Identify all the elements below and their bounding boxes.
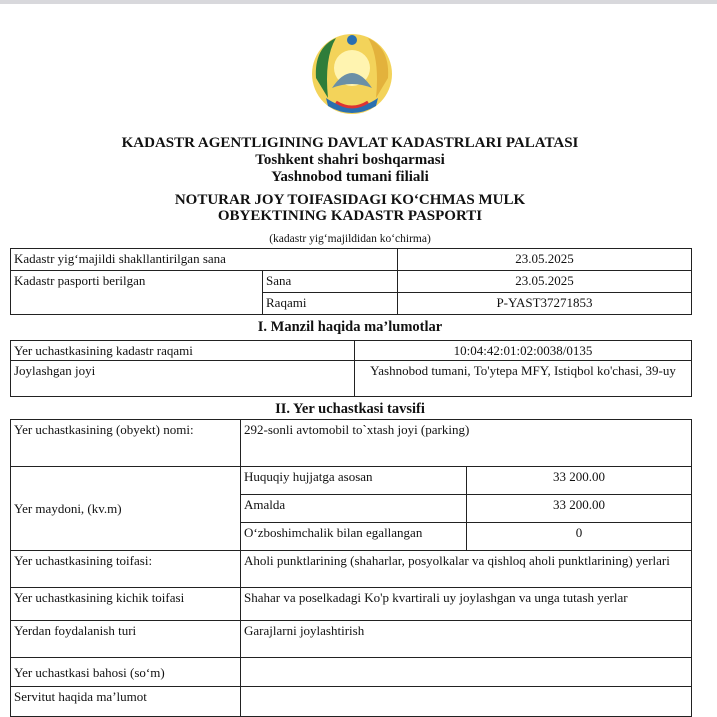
passport-table <box>10 248 692 315</box>
object-name-value: 292-sonli avtomobil to`xtash joyi (parking) <box>241 420 692 467</box>
address-table <box>10 340 692 397</box>
object-name-label: Yer uchastkasining (obyekt) nomi: <box>11 420 241 467</box>
category-value: Aholi punktlarining (shaharlar, posyolkalar va qishloq aholi punktlarining) yerlari <box>241 551 692 588</box>
usage-value: Garajlarni joylashtirish <box>241 621 692 658</box>
agency-title: KADASTR AGENTLIGINING DAVLAT KADASTRLARI PALATASI <box>121 135 579 151</box>
passport-number-value: P-YAST37271853 <box>398 293 692 315</box>
top-bar <box>0 0 717 4</box>
area-legal-value: 33 200.00 <box>467 467 692 495</box>
document-title-line1: NOTURAR JOY TOIFASIDAGI KO‘CHMAS MULK <box>174 192 526 208</box>
area-legal-label: Huquqiy hujjatga asosan <box>241 467 467 495</box>
area-label: Yer maydoni, (kv.m) <box>11 467 241 551</box>
section1-title: I. Manzil haqida ma’lumotlar <box>257 319 443 335</box>
issued-label: Kadastr pasporti berilgan <box>11 271 263 315</box>
district-branch: Yashnobod tumani filiali <box>271 169 429 185</box>
cadastral-number-value: 10:04:42:01:02:0038/0135 <box>355 341 692 361</box>
price-value <box>241 658 692 687</box>
formed-date-label: Kadastr yig‘majildi shakllantirilgan sana <box>11 249 398 271</box>
document-title-line2: OBYEKTINING KADASTR PASPORTI <box>217 208 483 224</box>
land-description-table <box>10 419 692 717</box>
subcategory-value: Shahar va poselkadagi Ko'p kvartirali uy joylashgan va unga tutash yerlar <box>241 588 692 621</box>
formed-date-value: 23.05.2025 <box>398 249 692 271</box>
servitude-value <box>241 687 692 717</box>
state-emblem-icon <box>306 28 398 118</box>
area-seized-label: O‘zboshimchalik bilan egallangan <box>241 523 467 551</box>
location-value: Yashnobod tumani, To'ytepa MFY, Istiqbol ko'chasi, 39-uy <box>355 361 692 397</box>
section2-title: II. Yer uchastkasi tavsifi <box>275 401 425 417</box>
passport-number-label: Raqami <box>263 293 398 315</box>
city-department: Toshkent shahri boshqarmasi <box>255 152 445 168</box>
issue-date-value: 23.05.2025 <box>398 271 692 293</box>
price-label: Yer uchastkasi bahosi (so‘m) <box>11 658 241 687</box>
cadastral-number-label: Yer uchastkasining kadastr raqami <box>11 341 355 361</box>
category-label: Yer uchastkasining toifasi: <box>11 551 241 588</box>
area-actual-value: 33 200.00 <box>467 495 692 523</box>
area-seized-value: 0 <box>467 523 692 551</box>
issue-date-label: Sana <box>263 271 398 293</box>
usage-label: Yerdan foydalanish turi <box>11 621 241 658</box>
document-subtitle: (kadastr yig‘majildidan ko‘chirma) <box>269 233 431 245</box>
subcategory-label: Yer uchastkasining kichik toifasi <box>11 588 241 621</box>
servitude-label: Servitut haqida ma’lumot <box>11 687 241 717</box>
area-actual-label: Amalda <box>241 495 467 523</box>
location-label: Joylashgan joyi <box>11 361 355 397</box>
